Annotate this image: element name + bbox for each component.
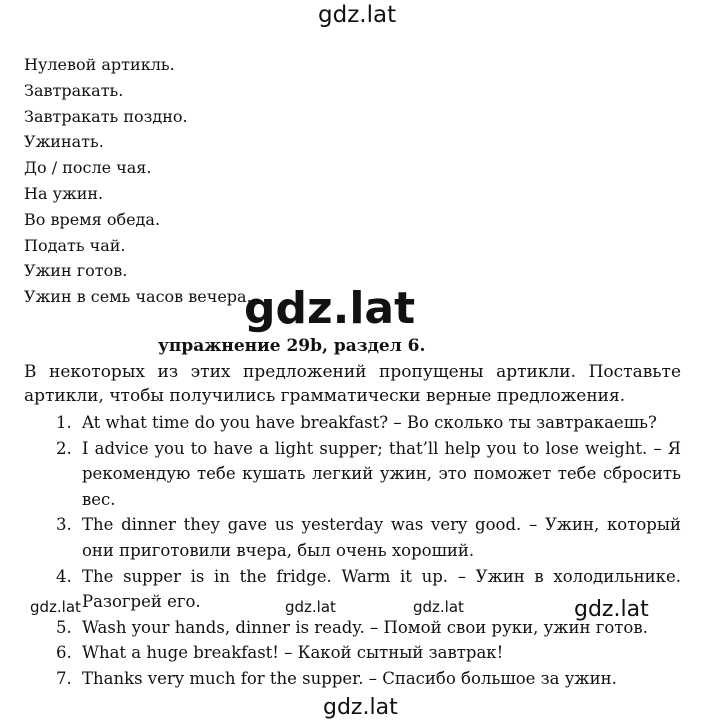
item-number: 2. [56,438,72,458]
item-text: I advice you to have a light supper; that’ll help you to lose weight. – Я рекомендую тебе кушать легкий ужин, это поможет тебе сбросить вес. [82,438,681,509]
item-number: 5. [56,617,72,637]
item-text: The supper is in the fridge. Warm it up. – Ужин в холодильнике. Разогрей его. [82,566,681,612]
item-number: 3. [56,515,72,535]
item-text: What a huge breakfast! – Какой сытный завтрак! [82,643,504,663]
item-number: 7. [56,668,72,688]
phrase-item: До / после чая. [24,158,152,178]
phrase-item: Нулевой артикль. [24,55,175,74]
exercise-list [24,410,681,692]
item-text: The dinner they gave us yesterday was very good. – Ужин, который они приготовили вчера, был очень хороший. [82,515,681,560]
phrase-item: Завтракать. [24,80,124,100]
exercise-item [24,640,681,666]
exercise-item [24,512,681,563]
item-text: Wash your hands, dinner is ready. – Помой свои руки, ужин готов. [82,617,648,637]
watermark-top: gdz.lat [318,2,397,28]
exercise-item [24,666,681,692]
phrase-item: Подать чай. [24,235,126,255]
watermark-small-2: gdz.lat [285,598,336,616]
exercise-item [24,410,681,436]
watermark-large: gdz.lat [244,283,416,334]
exercise-intro: В некоторых из этих предложений пропущены артикли. Поставьте артикли, чтобы получились грамматически верные предложения. [24,362,681,406]
exercise-item [24,436,681,513]
watermark-bottom: gdz.lat [323,695,398,720]
exercise-heading: упражнение 29b, раздел 6. [158,336,426,356]
item-number: 6. [56,643,72,663]
watermark-small-1: gdz.lat [30,598,81,616]
phrase-item: Ужинать. [24,132,104,152]
phrase-item: Во время обеда. [24,209,161,229]
phrase-item: Ужин в семь часов вечера. [24,287,252,307]
phrase-list [24,52,252,310]
phrase-item: Завтракать поздно. [24,106,188,126]
watermark-right: gdz.lat [574,597,649,622]
item-text: Thanks very much for the supper. – Спасибо большое за ужин. [82,668,617,688]
item-text: At what time do you have breakfast? – Во сколько ты завтракаешь? [82,413,657,432]
item-number: 4. [56,566,72,586]
item-number: 1. [56,413,72,432]
phrase-item: На ужин. [24,183,104,203]
phrase-item: Ужин готов. [24,261,128,281]
watermark-small-3: gdz.lat [413,598,464,616]
